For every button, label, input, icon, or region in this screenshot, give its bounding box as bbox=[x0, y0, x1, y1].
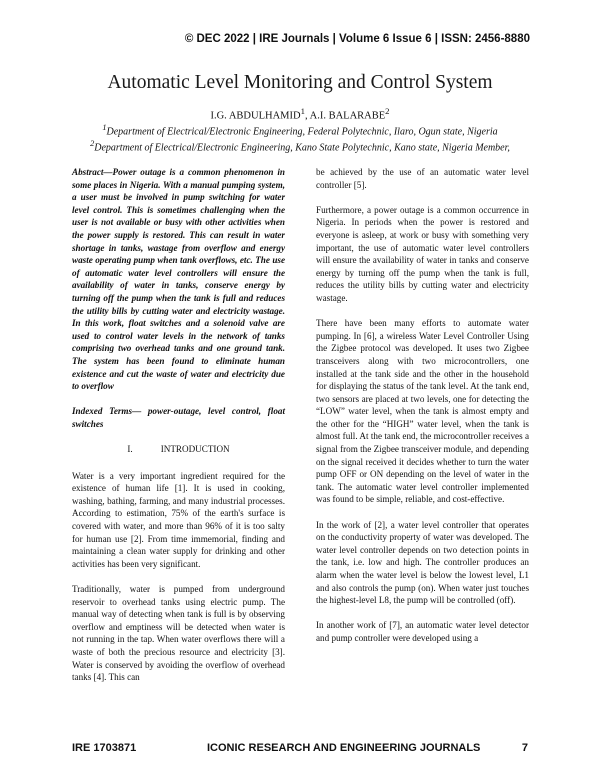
right-column bbox=[316, 166, 529, 657]
affiliation-1 bbox=[0, 123, 600, 137]
section-heading-introduction bbox=[72, 443, 285, 456]
right-paragraph-4: In the work of [2], a water level controller that operates on the conductivity property of water was developed. The water level controller depends on two detection points in the tank, i.e. low and high. The controller produces an alarm when the water level is below the lowest level, L1 and also controls the pump (on). When water just touches the highest-level L8, the pump will be controlled (off). bbox=[316, 519, 529, 606]
affiliation-2 bbox=[0, 139, 600, 153]
footer-page-number: 7 bbox=[521, 742, 528, 754]
affiliation-1-text: Department of Electrical/Electronic Engineering, Federal Polytechnic, Ilaro, Ogun state, Nigeria bbox=[106, 126, 498, 138]
intro-paragraph-1: Water is a very important ingredient required for the existence of human life [1]. It is used in cooking, washing, bathing, farming, and many industrial processes. According to estimation, 75% of the earth's surface is covered with water, and more than 96% of it is too salty for human use [2]. From time immemorial, finding and maintaining a clean water supply for drinking and other activities has been very significant. bbox=[72, 470, 285, 569]
right-paragraph-5: In another work of [7], an automatic water level detector and pump controller were developed using a bbox=[316, 620, 529, 643]
author-2-name: A.I. BALARABE bbox=[309, 110, 386, 122]
journal-issue-header: © DEC 2022 | IRE Journals | Volume 6 Issue 6 | ISSN: 2456-8880 bbox=[184, 33, 530, 45]
section-number: I. bbox=[127, 444, 133, 455]
right-paragraph-2: Furthermore, a power outage is a common occurrence in Nigeria. In periods when the power is restored and everyone is asleep, at work or busy with something very important, the use of automatic water level controllers will ensure the availability of water in tanks and conserve energy by turning off the pump when the tank is full, reduces the utility bills by cutting water and electricity wastage. bbox=[316, 204, 529, 303]
intro-paragraph-2: Traditionally, water is pumped from underground reservoir to overhead tanks using electric pump. The manual way of detecting when tank is full is by observing overflow and emptiness will be detected when water is not running in the tap. When water overflows there will a waste of both the precious resource and electricity [3]. Water is conserved by avoiding the overflow of overhead tanks [4]. This can bbox=[72, 584, 285, 683]
author-line bbox=[0, 106, 600, 122]
index-terms: Indexed Terms— power-outage, level control, float switches bbox=[72, 406, 285, 429]
author-separator: , bbox=[304, 110, 310, 122]
author-1-name: I.G. ABDULHAMID bbox=[210, 110, 301, 122]
right-paragraph-3: There have been many efforts to automate water pumping. In [6], a wireless Water Level Controller Using the Zigbee protocol was developed. It uses two Zigbee transceivers along with two microcontrollers, one installed at the tank side and the other in the household for displaying the status of the tank level. At the tank end, two sensors are placed at two levels, one for detecting the “LOW” water level, when the tank is almost empty and the other for the “HIGH” water level, when the tank is almost full. At the tank end, the microcontroller receives a signal from the Zigbee transceiver module, and depending on the signal received it decides whether to turn the water pump OFF or ON depending on the level of water in the tank. The automatic water level controller implemented was found to be simple, reliable, and cost-effective. bbox=[316, 318, 529, 505]
affiliation-2-superscript: 2 bbox=[90, 139, 95, 148]
left-column bbox=[72, 166, 285, 696]
abstract: Abstract—Power outage is a common phenomenon in some places in Nigeria. With a manual pumping system, a user must be involved in pump switching for water level control. This is sometimes challenging when the user is not available or busy with other activities when the power supply is restored. This can result in water shortage in tanks, wastage from overflow and energy waste operating pump when tank overflows, etc. The use of automatic water level controllers will ensure the availability of water in tanks, conserve energy by turning off the pump when the tank is full and reduces the utility bills by cutting water and electricity wastage. In this work, float switches and a solenoid valve are used to control water levels in the network of tanks comprising two overhead tanks and one ground tank. The system has been found to eliminate human existence and cut the waste of water and electricity due to overflow bbox=[72, 167, 285, 392]
section-title: INTRODUCTION bbox=[160, 444, 230, 455]
author-1-superscript: 1 bbox=[300, 106, 305, 116]
paper-title: Automatic Level Monitoring and Control System bbox=[107, 72, 493, 93]
affiliation-2-text: Department of Electrical/Electronic Engineering, Kano State Polytechnic, Kano state, Nigeria Member, bbox=[94, 142, 510, 154]
affiliation-1-superscript: 1 bbox=[102, 123, 107, 132]
author-2-superscript: 2 bbox=[385, 106, 390, 116]
footer-journal-name: ICONIC RESEARCH AND ENGINEERING JOURNALS bbox=[207, 742, 481, 754]
right-paragraph-1: be achieved by the use of an automatic water level controller [5]. bbox=[316, 167, 529, 190]
footer-paper-id: IRE 1703871 bbox=[72, 742, 137, 754]
